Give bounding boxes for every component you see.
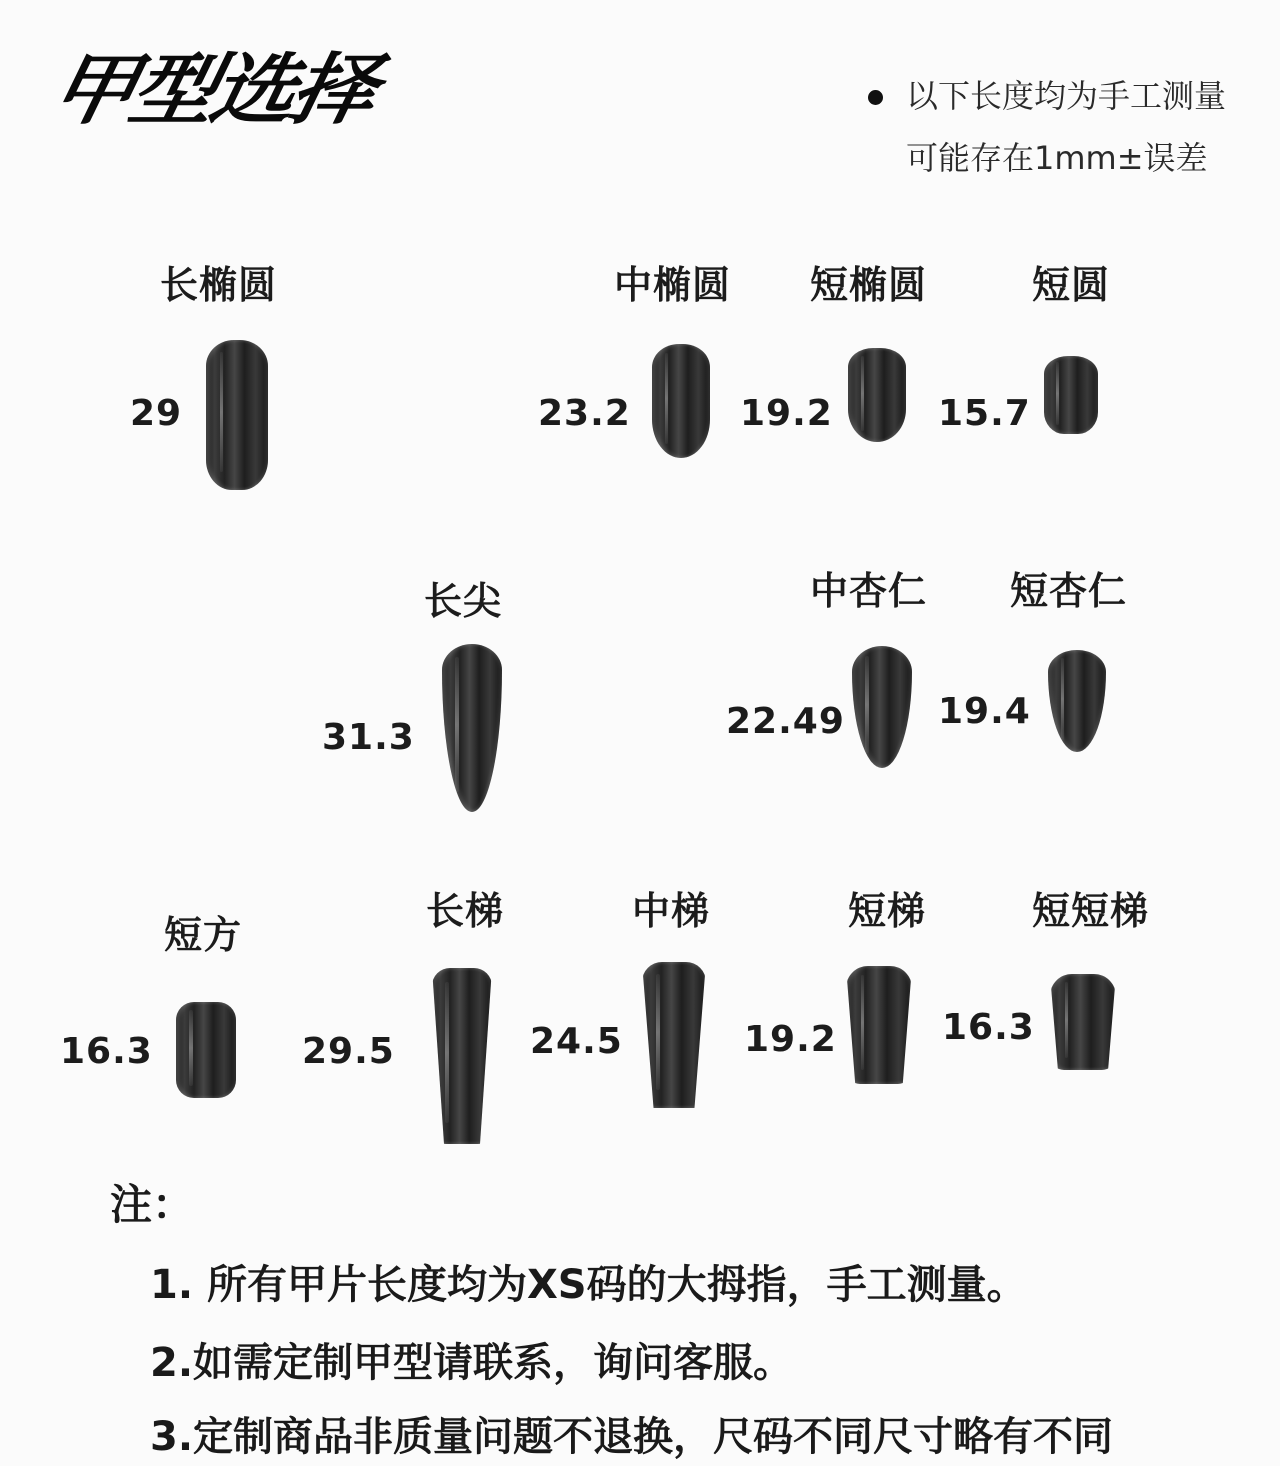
shape-label-short-almond: 短杏仁 (1010, 569, 1128, 613)
shape-label-extra-short-coffin: 短短梯 (1032, 889, 1150, 933)
nail-long-stiletto (442, 644, 502, 812)
nail-medium-almond (852, 646, 912, 768)
length-short-coffin: 19.2 (744, 1019, 837, 1060)
length-short-square: 16.3 (60, 1031, 153, 1072)
note-item-2: 2.如需定制甲型请联系，询问客服。 (150, 1340, 794, 1386)
nail-short-coffin (846, 966, 912, 1084)
measurement-note-line1: 以下长度均为手工测量 (906, 77, 1227, 115)
note-item-1: 1. 所有甲片长度均为XS码的大拇指，手工测量。 (150, 1262, 1027, 1308)
shape-label-long-oval: 长椭圆 (160, 263, 278, 307)
nail-long-oval (206, 340, 268, 490)
nail-medium-coffin (642, 962, 706, 1108)
length-medium-almond: 22.49 (726, 701, 845, 742)
notes-heading: 注： (110, 1180, 195, 1229)
length-short-round: 15.7 (938, 393, 1031, 434)
nail-medium-oval (652, 344, 710, 458)
measurement-note-line2: 可能存在1mm±误差 (906, 139, 1208, 177)
note-item-3: 3.定制商品非质量问题不退换，尺码不同尺寸略有不同 (150, 1414, 1114, 1460)
nail-short-round (1044, 356, 1098, 434)
length-medium-oval: 23.2 (538, 393, 631, 434)
length-short-almond: 19.4 (938, 691, 1031, 732)
shape-label-long-stiletto: 长尖 (424, 579, 503, 623)
shape-label-medium-oval: 中椭圆 (614, 263, 732, 307)
shape-label-short-square: 短方 (164, 913, 243, 957)
shape-label-short-round: 短圆 (1032, 263, 1111, 307)
length-long-coffin: 29.5 (302, 1031, 395, 1072)
nail-short-almond (1048, 650, 1106, 752)
nail-extra-short-coffin (1050, 974, 1116, 1070)
bullet-icon (868, 90, 883, 105)
length-long-oval: 29 (130, 393, 183, 434)
length-extra-short-coffin: 16.3 (942, 1007, 1035, 1048)
shape-label-long-coffin: 长梯 (426, 889, 505, 933)
shape-label-medium-coffin: 中梯 (632, 889, 711, 933)
shape-label-short-oval: 短椭圆 (810, 263, 928, 307)
length-short-oval: 19.2 (740, 393, 833, 434)
length-medium-coffin: 24.5 (530, 1021, 623, 1062)
shape-label-medium-almond: 中杏仁 (810, 569, 928, 613)
length-long-stiletto: 31.3 (322, 717, 415, 758)
nail-short-oval (848, 348, 906, 442)
page-title: 甲型选择 (42, 44, 382, 136)
nail-short-square (176, 1002, 236, 1098)
nail-long-coffin (432, 968, 492, 1144)
shape-label-short-coffin: 短梯 (848, 889, 927, 933)
